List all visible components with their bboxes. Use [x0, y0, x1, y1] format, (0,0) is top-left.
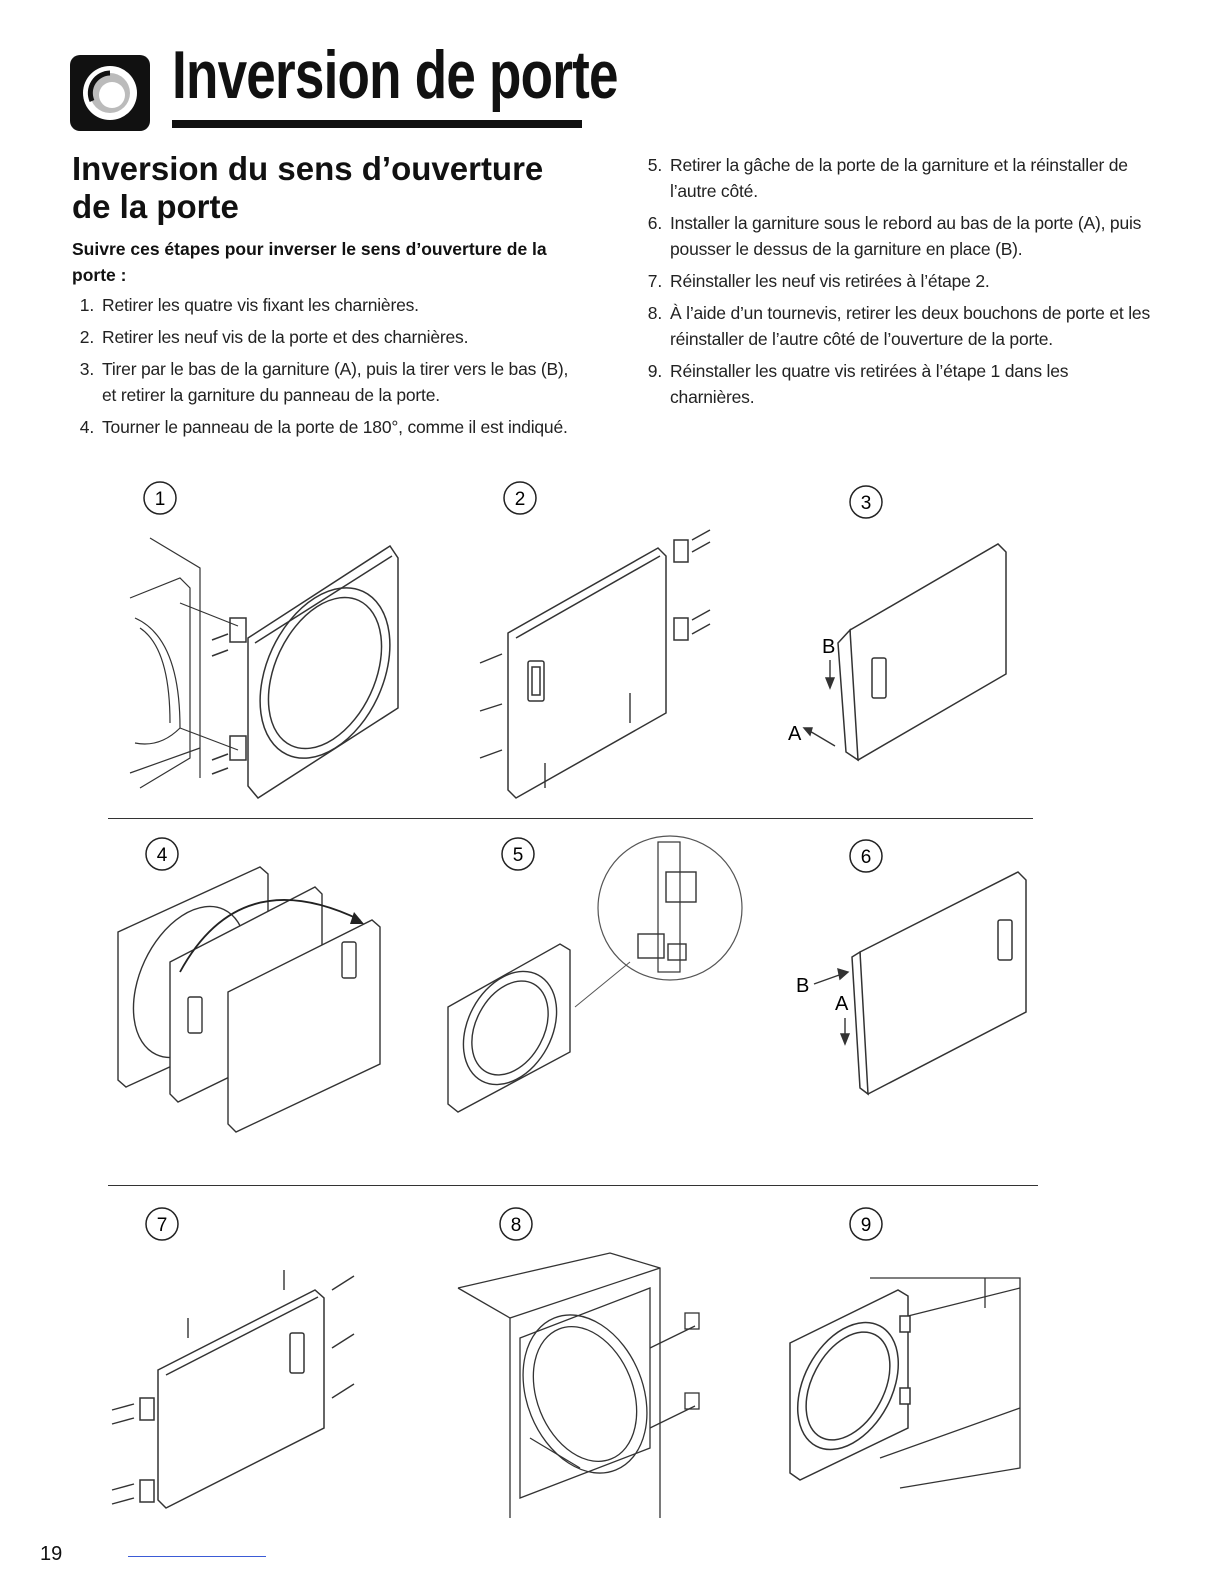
svg-text:5: 5 [512, 845, 524, 866]
step-number: 9. [647, 361, 662, 381]
door-panel-illustration [230, 546, 416, 798]
step-number: 4. [79, 417, 94, 437]
row-divider [108, 818, 1033, 819]
figure-number [502, 838, 534, 870]
dryer-opening-illustration [458, 1253, 699, 1518]
figure-8 [450, 1198, 720, 1528]
svg-text:9: 9 [860, 1215, 872, 1236]
step-text: Tourner le panneau de la porte de 180°, comme il est indiqué. [102, 417, 568, 437]
callout-a: A [788, 723, 802, 745]
screws [212, 634, 228, 774]
figure-7 [100, 1198, 390, 1528]
step-text: Tirer par le bas de la garniture (A), puis la tirer vers le bas (B), et retirer la garniture du panneau de la porte. [102, 359, 569, 405]
magnified-detail-circle [598, 836, 742, 980]
figure-number [500, 1208, 532, 1240]
step-number: 5. [647, 155, 662, 175]
figure-number [146, 838, 178, 870]
callout-a: A [835, 993, 849, 1015]
page-title: Inversion de porte [172, 37, 618, 113]
figure-6 [790, 832, 1050, 1102]
step-number: 7. [647, 271, 662, 291]
step-text: Retirer les neuf vis de la porte et des charnières. [102, 327, 469, 347]
arrow-head [350, 912, 364, 924]
svg-text:4: 4 [156, 845, 168, 866]
steps-column-right [640, 152, 1150, 416]
door-panel-illustration [140, 1290, 324, 1508]
page-number: 19 [40, 1543, 63, 1565]
step-item [640, 358, 1150, 410]
figure-number [850, 486, 882, 518]
step-text: Installer la garniture sous le rebord au bas de la porte (A), puis pousser le dessus de la garniture en place (B). [670, 213, 1142, 259]
arrows [804, 660, 835, 746]
step-item [72, 356, 572, 408]
figure-2 [470, 478, 730, 798]
step-item [72, 324, 572, 350]
svg-text:7: 7 [156, 1215, 168, 1236]
figure-number [850, 840, 882, 872]
section-heading [72, 150, 592, 226]
dryer-drum-icon [78, 61, 142, 125]
step-number: 6. [647, 213, 662, 233]
footer-underline [128, 1556, 266, 1557]
step-item [640, 300, 1150, 352]
callout-b: B [796, 975, 810, 997]
figure-number [144, 482, 176, 514]
figure-5 [430, 832, 770, 1122]
svg-text:3: 3 [860, 493, 872, 514]
title-underline [172, 120, 582, 128]
step-text: À l’aide d’un tournevis, retirer les deux bouchons de porte et les réinstaller de l’autre côté de l’ouverture de la porte. [670, 303, 1151, 349]
svg-text:8: 8 [510, 1215, 522, 1236]
door-panel-illustration [852, 872, 1026, 1094]
figure-number [146, 1208, 178, 1240]
svg-text:6: 6 [860, 847, 872, 868]
dryer-cabinet-illustration [130, 538, 238, 788]
step-item [72, 414, 572, 440]
step-number: 8. [647, 303, 662, 323]
detail-leader [575, 962, 630, 1007]
figure-number [850, 1208, 882, 1240]
figure-number [504, 482, 536, 514]
callout-b: B [822, 636, 836, 658]
step-item [72, 292, 572, 318]
step-text: Retirer la gâche de la porte de la garniture et la réinstaller de l’autre côté. [670, 155, 1128, 201]
section-heading-line-2: de la porte [72, 188, 239, 225]
figure-9 [780, 1198, 1050, 1498]
intro-text: Suivre ces étapes pour inverser le sens d’ouverture de la porte : [72, 239, 547, 285]
row-divider [108, 1185, 1038, 1186]
step-item [640, 152, 1150, 204]
door-detail-illustration [445, 944, 576, 1112]
step-item [640, 210, 1150, 262]
figure-4 [110, 832, 410, 1132]
figure-1 [120, 478, 420, 798]
door-panel-illustration [508, 540, 688, 798]
svg-text:2: 2 [514, 489, 526, 510]
step-item [640, 268, 1150, 294]
step-number: 2. [79, 327, 94, 347]
step-text: Retirer les quatre vis fixant les charnières. [102, 295, 419, 315]
step-text: Réinstaller les quatre vis retirées à l’étape 1 dans les charnières. [670, 361, 1069, 407]
svg-text:1: 1 [154, 489, 166, 510]
door-panel-illustration [838, 544, 1006, 760]
section-heading-line-1: Inversion du sens d’ouverture [72, 150, 544, 187]
step-number: 1. [79, 295, 94, 315]
step-text: Réinstaller les neuf vis retirées à l’étape 2. [670, 271, 990, 291]
section-icon [70, 55, 150, 131]
figure-3 [780, 478, 1040, 798]
steps-column-left [72, 292, 572, 446]
step-number: 3. [79, 359, 94, 379]
